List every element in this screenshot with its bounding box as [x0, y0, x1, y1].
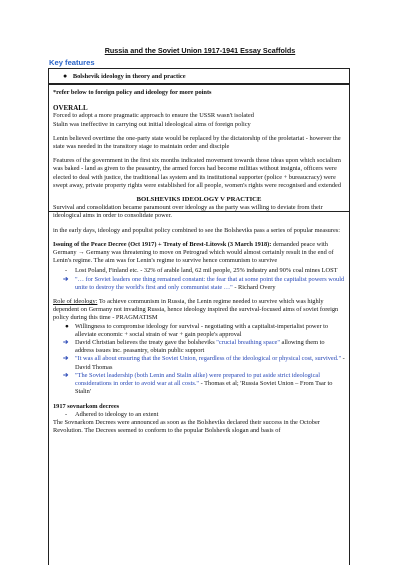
peace-decree-text: demanded peace with Germany → Germany was threatening to move on Petrograd which would almost certainly result in the end of Lenin's regime. The aim was for Lenin's regime to survive hence communism to survive: [53, 240, 334, 265]
lenin-paragraph: Lenin believed overtime the one-party state would be replaced by the dictatorship of the proletariat - however the state was needed in the transitory stage to maintain order and disciple: [53, 134, 341, 151]
ideology-practice-heading: BOLSHEVIKS IDEOLOGY V PRACTICE: [136, 196, 262, 204]
ideology-intro: Survival and consolidation became paramount over ideology as the party was willing to deviate from their ideological aims in order to consolidate power.: [53, 204, 323, 220]
content-body: [53, 89, 345, 441]
overall-line: Forced to adopt a more pragmatic approach to ensure the USSR wasn't isolated: [53, 112, 254, 120]
quote-text: "… for Soviet leaders one thing remained constant: the fear that at some point the capitalist powers would unite to destroy the world's first and only communist state …": [75, 275, 345, 291]
early-days-paragraph: in the early days, ideology and populist policy combined to see the Bolsheviks pass a series of popular measures:: [53, 226, 340, 234]
note-line: *refer below to foreign policy and ideology for more points: [53, 89, 212, 96]
quote-source: - Richard Overy: [232, 283, 276, 291]
list-item: - Adhered to ideology to an extent: [65, 410, 159, 418]
arrow-icon: ➔: [63, 339, 69, 347]
arrow-icon: ➔: [63, 275, 69, 283]
dash-marker: -: [65, 410, 68, 418]
list-item: - Lost Poland, Finland etc. - 32% of arable land, 62 mil people, 25% industry and 90% coal mines LOST: [65, 267, 338, 275]
features-paragraph: Features of the government in the first six months indicated movement towards those ideas upon which socialism was baked - land as given to the peasantry, the armed forces had become militias without insignia, officers were elected to deal with justice, the traditional las system and its institutional supporter (police + bureaucracy) were swept away, private property rights were established for all people, women's rights were recognised and extended: [53, 157, 342, 189]
section-header: [63, 72, 186, 80]
content-box: [48, 84, 350, 565]
sovnarkom-heading: 1917 sovnarkom decrees: [53, 402, 120, 410]
peace-decree-label: Issuing of the Peace Decree (Oct 1917) + Treaty of Brest-Litovsk (3 March 1918):: [53, 240, 272, 248]
document-title: Russia and the Soviet Union 1917-1941 Essay Scaffolds: [104, 46, 296, 55]
section-header-label: Bolshevik ideology in theory and practice: [72, 73, 186, 80]
peace-decree-list: [53, 267, 345, 292]
list-item: ● Willingness to compromise ideology for survival - negotiating with a capitalist-imperialist power to alleviate economic + social strain of war + gain people's approval: [65, 322, 329, 338]
key-features-heading: Key features: [49, 58, 95, 67]
dash-marker: -: [65, 267, 68, 275]
role-of-ideology-label: Role of ideology:: [53, 298, 98, 306]
role-of-ideology-paragraph: [53, 298, 345, 323]
arrow-icon: ➔: [63, 371, 69, 379]
list-item: ➔ "It was all about ensuring that the Soviet Union, regardless of the ideological or physical cost, survived." - David Thomas: [63, 355, 345, 371]
role-of-ideology-text: To achieve communism in Russia, the Lenin regime needed to survive which was highly dependent on Germany not invading Russia, hence ideology inspired the survival-focused aims of soviet foreign policy during this time - PRAGMATISM: [53, 298, 339, 322]
list-item: ➔ David Christian believes the treaty gave the bolsheviks "crucial breathing space" allowing them to address issues inc. peasantry, obtain public support: [63, 339, 325, 355]
overall-heading: OVERALL: [53, 104, 88, 113]
sovnarkom-list: [53, 411, 345, 419]
sovnarkom-paragraph: The Sovnarkom Decrees were announced as soon as the Bolsheviks declared their success in the October Revolution. The Decrees seemed to conform to the popular Bolshevik slogan and basis of: [53, 418, 320, 435]
bullet-icon: ●: [65, 322, 69, 330]
bullet-icon: ●: [63, 72, 68, 80]
role-of-ideology-list: [53, 323, 345, 397]
list-item: [53, 276, 345, 292]
section-header-box: [48, 68, 350, 84]
arrow-icon: ➔: [63, 355, 69, 363]
peace-decree-paragraph: [53, 241, 345, 266]
overall-line: Stalin was ineffective in carrying out initial ideological aims of foreign policy: [53, 120, 251, 128]
list-item: ➔ "The Soviet leadership (both Lenin and Stalin alike) were prepared to put aside strict ideological considerations in order to avoid war at all costs." - Thomas et al; 'Russia Soviet Union – From Tsar to Stalin': [63, 371, 333, 396]
